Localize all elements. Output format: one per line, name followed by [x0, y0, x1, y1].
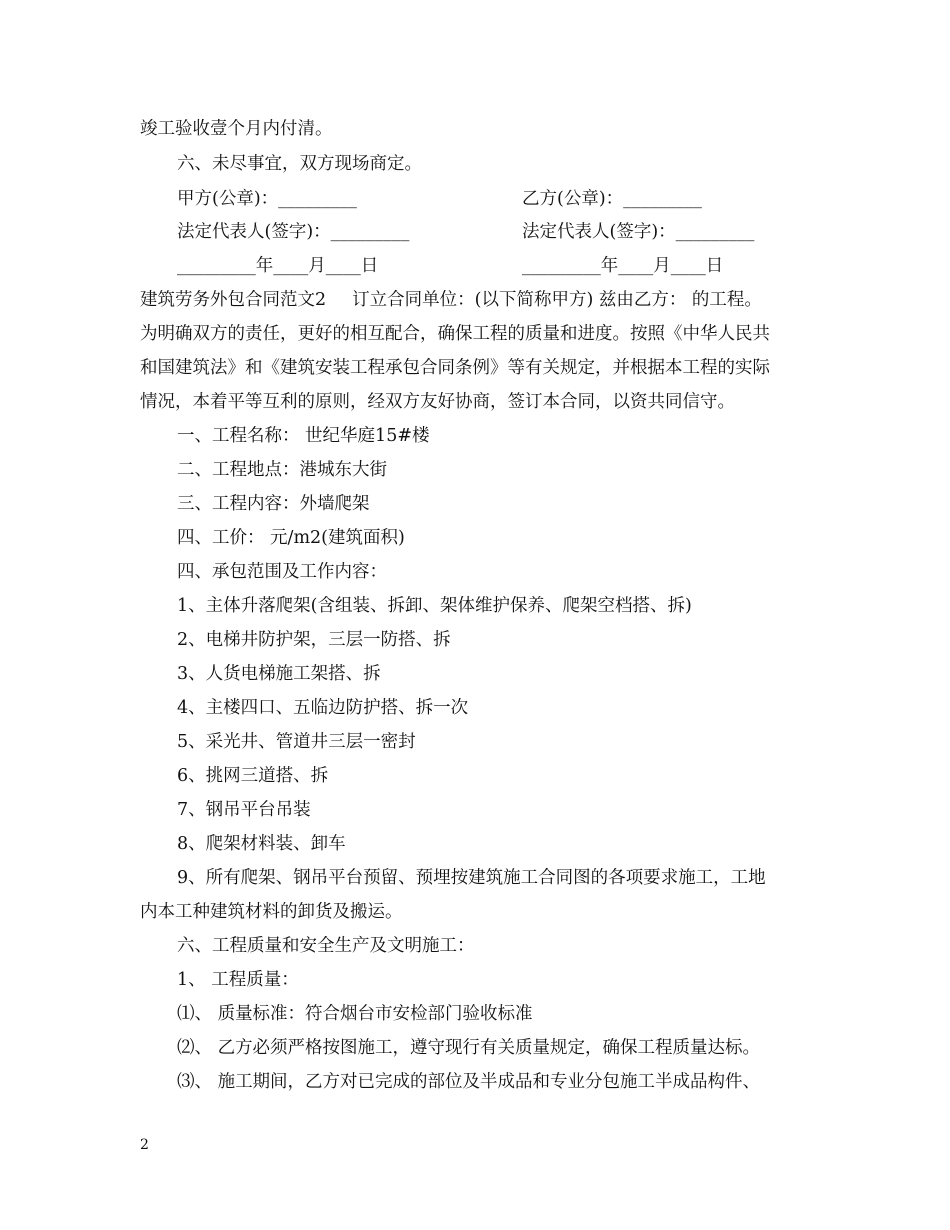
text-line: 六、工程质量和安全生产及文明施工： — [177, 936, 475, 956]
list-item: 3、人货电梯施工架搭、拆 — [177, 664, 381, 684]
signature-row-date — [177, 254, 877, 278]
text-line: 内本工种建筑材料的卸货及搬运。 — [140, 902, 403, 922]
list-item: 2、电梯井防护架，三层一防搭、拆 — [177, 630, 451, 650]
text-line: 四、承包范围及工作内容： — [177, 562, 387, 582]
party-a-seal: 甲方(公章)：_________ — [177, 189, 357, 209]
list-item: 6、挑网三道搭、拆 — [177, 766, 329, 786]
contract-title: 建筑劳务外包合同范文2 — [140, 290, 327, 310]
party-b-representative: 法定代表人(签字)：_________ — [522, 222, 755, 242]
list-item: 4、主楼四口、五临边防护搭、拆一次 — [177, 698, 469, 718]
party-b-seal: 乙方(公章)：_________ — [522, 189, 702, 209]
text-line: 六、未尽事宜，双方现场商定。 — [177, 154, 422, 174]
text-line: 一、工程名称： 世纪华庭15#楼 — [177, 426, 430, 446]
text-line: 1、 工程质量： — [177, 970, 299, 990]
list-item: 7、钢吊平台吊装 — [177, 800, 311, 820]
text-line: 情况，本着平等互利的原则，经双方友好协商，签订本合同，以资共同信守。 — [140, 392, 735, 412]
signature-row-representative — [177, 220, 877, 244]
list-item: 9、所有爬架、钢吊平台预留、预埋按建筑施工合同图的各项要求施工，工地 — [177, 868, 766, 888]
text-line: ⑶、 施工期间，乙方对已完成的部位及半成品和专业分包施工半成品构件、 — [177, 1072, 761, 1092]
party-b-date: _________年____月____日 — [522, 256, 724, 276]
text-line: 二、工程地点：港城东大街 — [177, 460, 387, 480]
list-item: 5、采光井、管道井三层一密封 — [177, 732, 416, 752]
text-line: ⑵、 乙方必须严格按图施工，遵守现行有关质量规定，确保工程质量达标。 — [177, 1038, 761, 1058]
signature-row-seal — [177, 187, 877, 211]
text-line: 四、工价： 元/m2(建筑面积) — [177, 528, 405, 548]
contract-heading-line — [140, 288, 762, 312]
party-a-date: _________年____月____日 — [177, 256, 379, 276]
text-line: 竣工验收壹个月内付清。 — [140, 119, 333, 139]
page-number: 2 — [140, 1137, 149, 1153]
party-a-representative: 法定代表人(签字)：_________ — [177, 222, 410, 242]
contract-parties: 订立合同单位：(以下简称甲方) 兹由乙方： 的工程。 — [352, 290, 762, 310]
text-line: 为明确双方的责任，更好的相互配合，确保工程的质量和进度。按照《中华人民共 — [140, 324, 770, 344]
list-item: 1、主体升落爬架(含组装、拆卸、架体维护保养、爬架空档搭、拆) — [177, 596, 692, 616]
list-item: 8、爬架材料装、卸车 — [177, 834, 346, 854]
text-line: 三、工程内容：外墙爬架 — [177, 494, 370, 514]
text-line: 和国建筑法》和《建筑安装工程承包合同条例》等有关规定，并根据本工程的实际 — [140, 358, 770, 378]
text-line: ⑴、 质量标准：符合烟台市安检部门验收标准 — [177, 1004, 533, 1024]
